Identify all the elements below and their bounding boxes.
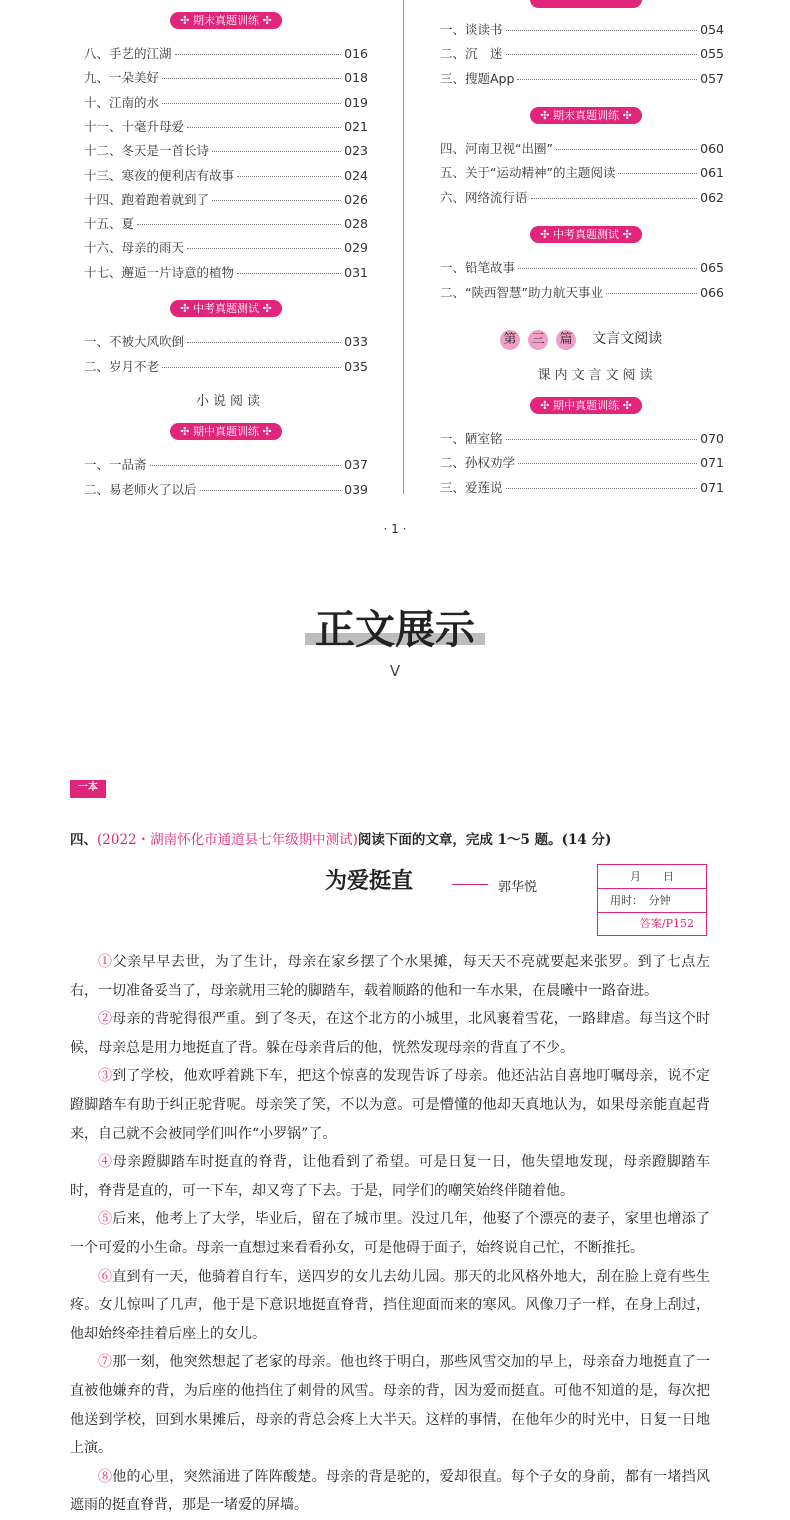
paragraph-number: ③ bbox=[98, 1068, 113, 1085]
toc-entry-title: 十二、冬天是一首长诗 bbox=[84, 143, 210, 159]
toc-entry-title: 二、“陕西智慧”助力航天事业 bbox=[440, 284, 603, 300]
paragraph-text: 母亲蹬脚踏车时挺直的脊背，让他看到了希望。可是日复一日，他失望地发现，母亲蹬脚踏车时，脊背是直的，可一下车，却又弯了下去。于是，同学们的嘲笑始终伴随着他。 bbox=[70, 1154, 711, 1199]
toc-entry[interactable] bbox=[440, 70, 724, 88]
paragraph bbox=[70, 1205, 710, 1262]
toc-entry[interactable] bbox=[84, 215, 368, 233]
toc-entry[interactable] bbox=[84, 191, 368, 209]
toc-entry[interactable] bbox=[440, 140, 724, 158]
toc-entry[interactable] bbox=[84, 481, 368, 499]
toc-entry-title: 一、谈读书 bbox=[440, 22, 503, 37]
brand-logo-text: 一本 bbox=[78, 782, 98, 793]
toc-entry-title: 二、岁月不老 bbox=[84, 358, 160, 374]
toc-entry-title: 四、河南卫视“出圈” bbox=[440, 141, 553, 156]
toc-entry-page: 028 bbox=[344, 216, 368, 232]
toc-entry[interactable] bbox=[84, 94, 368, 112]
banner-arrow: V bbox=[389, 662, 401, 680]
paragraph bbox=[70, 1263, 710, 1349]
toc-entry[interactable] bbox=[84, 45, 368, 63]
toc-pill-left-3: ✣ 期中真题训练 ✣ bbox=[170, 423, 282, 440]
paragraph-text: 父亲早早去世，为了生计，母亲在家乡摆了个水果摊，每天天不亮就要起来张罗。到了七点左右，一切准备妥当了，母亲就用三轮的脚踏车，载着顺路的他和一车水果，在晨曦中一路奋进。 bbox=[70, 954, 711, 999]
record-answer: 答案/P152 bbox=[639, 917, 694, 930]
toc-entry-title: 十七、邂逅一片诗意的植物 bbox=[84, 264, 235, 280]
toc-entry-page: 055 bbox=[700, 46, 724, 62]
part-title: 文言文阅读 bbox=[592, 331, 663, 347]
article-body bbox=[70, 948, 710, 1520]
toc-entry[interactable] bbox=[84, 456, 368, 474]
toc-entry[interactable] bbox=[440, 454, 724, 472]
toc-entry[interactable] bbox=[440, 45, 724, 63]
article-author: 郭华悦 bbox=[498, 880, 538, 895]
brand-logo bbox=[70, 780, 106, 798]
toc-entry-page: 031 bbox=[344, 264, 368, 280]
paragraph-number: ④ bbox=[98, 1154, 113, 1171]
toc-entry-page: 016 bbox=[344, 46, 368, 61]
toc-entry-page: 039 bbox=[344, 481, 368, 497]
toc-leader-dots bbox=[517, 79, 697, 80]
toc-entry-title: 二、易老师火了以后 bbox=[84, 481, 197, 497]
toc-leader-dots bbox=[212, 151, 341, 152]
toc-entry-page: 026 bbox=[344, 191, 368, 207]
toc-right-top-pill bbox=[530, 0, 642, 8]
toc-entry[interactable] bbox=[440, 479, 724, 497]
toc-leader-dots bbox=[187, 127, 341, 128]
toc-entry[interactable] bbox=[440, 259, 724, 277]
paragraph-text: 后来，他考上了大学，毕业后，留在了城市里。没过几年，他娶了个漂亮的妻子，家里也增添了一个可爱的小生命。母亲一直想过来看看孙女，可是他碍于面子，始终说自己忙，不断推托。 bbox=[70, 1211, 711, 1256]
toc-entry-title: 九、一朵美好 bbox=[84, 70, 160, 86]
toc-entry-title: 十六、母亲的雨天 bbox=[84, 240, 185, 256]
toc-entry[interactable] bbox=[84, 264, 368, 282]
toc-entry-title: 一、不被大风吹倒 bbox=[84, 334, 185, 349]
toc-entry-page: 023 bbox=[344, 143, 368, 159]
toc-leader-dots bbox=[531, 198, 698, 199]
toc-entry[interactable] bbox=[84, 333, 368, 351]
column-divider bbox=[403, 0, 404, 494]
toc-leader-dots bbox=[162, 103, 341, 104]
toc-leader-dots bbox=[212, 200, 341, 201]
paragraph-number: ⑦ bbox=[98, 1354, 113, 1371]
toc-entry-page: 054 bbox=[700, 22, 724, 37]
part-heading bbox=[500, 328, 662, 350]
toc-entry-page: 062 bbox=[700, 189, 724, 205]
toc-entry-title: 二、孙权劝学 bbox=[440, 455, 516, 471]
toc-entry-page: 037 bbox=[344, 457, 368, 472]
paragraph bbox=[70, 1148, 710, 1205]
part-char-3: 篇 bbox=[556, 330, 576, 350]
toc-entry-page: 019 bbox=[344, 94, 368, 110]
toc-entry-title: 十四、跑着跑着就到了 bbox=[84, 191, 210, 207]
page-number: · 1 · bbox=[383, 522, 407, 536]
toc-entry[interactable] bbox=[440, 164, 724, 182]
paragraph-text: 他的心里，突然涌进了阵阵酸楚。母亲的背是驼的，爱却很直。每个子女的身前，都有一堵挡风遮雨的挺直脊背，那是一堵爱的屏墙。 bbox=[70, 1468, 711, 1514]
toc-entry[interactable] bbox=[440, 284, 724, 302]
toc-entry-title: 一、铅笔故事 bbox=[440, 260, 516, 275]
toc-entry-title: 十五、夏 bbox=[84, 216, 135, 232]
toc-pill-right-1: ✣ 期末真题训练 ✣ bbox=[530, 107, 642, 124]
author-line bbox=[452, 884, 488, 885]
toc-leader-dots bbox=[506, 30, 698, 31]
toc-entry-title: 六、网络流行语 bbox=[440, 189, 528, 205]
toc-entry-page: 065 bbox=[700, 260, 724, 275]
toc-pill-left-2: ✣ 中考真题测试 ✣ bbox=[170, 300, 282, 317]
paragraph-text: 那一刻，他突然想起了老家的母亲。他也终于明白，那些风雪交加的早上，母亲奋力地挺直了一直被他嫌弃的背，为后座的他挡住了刺骨的风雪。母亲的背，因为爱而挺直。可他不知道的是，每次把他送到学校，回到水果摊后，母亲的背总会疼上大半天。这样的事情，在他年少的时光中，日复一日地上演。 bbox=[70, 1354, 711, 1457]
toc-entry-page: 071 bbox=[700, 455, 724, 471]
toc-pill-left-1: ✣ 期末真题训练 ✣ bbox=[170, 12, 282, 29]
toc-leader-dots bbox=[150, 465, 342, 466]
toc-entry[interactable] bbox=[440, 21, 724, 39]
paragraph bbox=[70, 1005, 710, 1062]
paragraph bbox=[70, 1463, 710, 1520]
toc-leader-dots bbox=[237, 176, 341, 177]
record-date: 月 日 bbox=[598, 865, 706, 889]
question-prefix: 四、 bbox=[70, 832, 97, 848]
question-instruction: 阅读下面的文章，完成 1～5 题。(14 分) bbox=[357, 832, 612, 848]
toc-entry[interactable] bbox=[84, 167, 368, 185]
paragraph bbox=[70, 1062, 710, 1148]
toc-entry-page: 071 bbox=[700, 479, 724, 495]
part-char-1: 第 bbox=[500, 330, 520, 350]
toc-entry[interactable] bbox=[440, 430, 724, 448]
part-char-2: 三 bbox=[528, 330, 548, 350]
toc-entry-page: 057 bbox=[700, 70, 724, 86]
toc-leader-dots bbox=[556, 149, 697, 150]
toc-entry-title: 一、一品斋 bbox=[84, 457, 147, 472]
toc-entry-page: 033 bbox=[344, 334, 368, 349]
paragraph bbox=[70, 948, 710, 1005]
article-title: 为爱挺直 bbox=[325, 868, 414, 894]
paragraph-text: 到了学校，他欢呼着跳下车，把这个惊喜的发现告诉了母亲。他还沾沾自喜地叮嘱母亲，说不定蹬脚踏车有助于纠正驼背呢。母亲笑了笑，不以为意。可是懵懂的他却天真地认为，如果母亲能直起背来，自己就不会被同学们叫作“小罗锅”了。 bbox=[70, 1068, 711, 1142]
toc-pill-right-3: ✣ 期中真题训练 ✣ bbox=[530, 397, 642, 414]
paragraph-text: 直到有一天，他骑着自行车，送四岁的女儿去幼儿园。那天的北风格外地大，刮在脸上竟有些生疼。女儿惊叫了几声，他于是下意识地挺直脊背，挡住迎面而来的寒风。风像刀子一样，在身上刮过，他却始终牵挂着后座上的女儿。 bbox=[70, 1268, 711, 1342]
record-box bbox=[597, 864, 707, 936]
right-section-title: 课内文言文阅读 bbox=[537, 368, 657, 383]
toc-entry[interactable] bbox=[84, 142, 368, 160]
toc-entry-title: 八、手艺的江湖 bbox=[84, 46, 172, 61]
toc-entry-title: 一、陋室铭 bbox=[440, 431, 503, 446]
toc-leader-dots bbox=[187, 248, 341, 249]
paragraph-number: ① bbox=[98, 954, 113, 970]
toc-entry-page: 029 bbox=[344, 240, 368, 256]
toc-entry-title: 三、爱莲说 bbox=[440, 479, 503, 495]
toc-entry-page: 060 bbox=[700, 141, 724, 156]
toc-entry-page: 061 bbox=[700, 165, 724, 181]
toc-entry-page: 070 bbox=[700, 431, 724, 446]
toc-leader-dots bbox=[237, 273, 341, 274]
toc-leader-dots bbox=[506, 54, 698, 55]
toc-leader-dots bbox=[606, 293, 697, 294]
toc-leader-dots bbox=[506, 488, 698, 489]
toc-leader-dots bbox=[200, 490, 342, 491]
toc-entry-page: 066 bbox=[700, 284, 724, 300]
toc-entry-title: 十、江南的水 bbox=[84, 94, 160, 110]
question-source: (2022・湖南怀化市通道县七年级期中测试) bbox=[97, 832, 358, 848]
toc-pill-right-2: ✣ 中考真题测试 ✣ bbox=[530, 226, 642, 243]
toc-entry[interactable] bbox=[84, 118, 368, 136]
toc-entry-title: 十一、十毫升母爱 bbox=[84, 118, 185, 134]
toc-leader-dots bbox=[518, 268, 697, 269]
paragraph-number: ② bbox=[98, 1011, 113, 1028]
toc-entry-title: 五、关于“运动精神”的主题阅读 bbox=[440, 165, 616, 181]
toc-leader-dots bbox=[187, 342, 341, 343]
toc-leader-dots bbox=[175, 54, 342, 55]
toc-entry[interactable] bbox=[84, 69, 368, 87]
paragraph-text: 母亲的背驼得很严重。到了冬天，在这个北方的小城里，北风裹着雪花，一路肆虐。每当这个时候，母亲总是用力地挺直了背。躲在母亲背后的他，恍然发现母亲的背直了不少。 bbox=[70, 1011, 711, 1056]
toc-entry-page: 018 bbox=[344, 70, 368, 86]
toc-entry-page: 024 bbox=[344, 167, 368, 183]
toc-entry-page: 021 bbox=[344, 118, 368, 134]
toc-leader-dots bbox=[618, 173, 697, 174]
toc-entry[interactable] bbox=[440, 189, 724, 207]
question-header bbox=[70, 828, 611, 848]
paragraph-number: ⑤ bbox=[98, 1211, 113, 1228]
toc-leader-dots bbox=[518, 463, 697, 464]
banner-title: 正文展示 bbox=[315, 607, 475, 653]
paragraph-number: ⑧ bbox=[98, 1468, 113, 1485]
toc-entry-title: 十三、寒夜的便利店有故事 bbox=[84, 167, 235, 183]
toc-entry[interactable] bbox=[84, 239, 368, 257]
toc-entry-page: 035 bbox=[344, 358, 368, 374]
toc-entry[interactable] bbox=[84, 358, 368, 376]
toc-leader-dots bbox=[162, 78, 341, 79]
toc-leader-dots bbox=[506, 439, 698, 440]
toc-entry-title: 三、搜题App bbox=[440, 70, 515, 86]
paragraph-number: ⑥ bbox=[98, 1268, 113, 1285]
paragraph bbox=[70, 1348, 710, 1462]
toc-leader-dots bbox=[162, 367, 341, 368]
left-section-title: 小说阅读 bbox=[195, 394, 264, 409]
toc-leader-dots bbox=[137, 224, 341, 225]
toc-entry-title: 二、沉 迷 bbox=[440, 46, 503, 62]
record-time: 用时： 分钟 bbox=[598, 889, 706, 913]
